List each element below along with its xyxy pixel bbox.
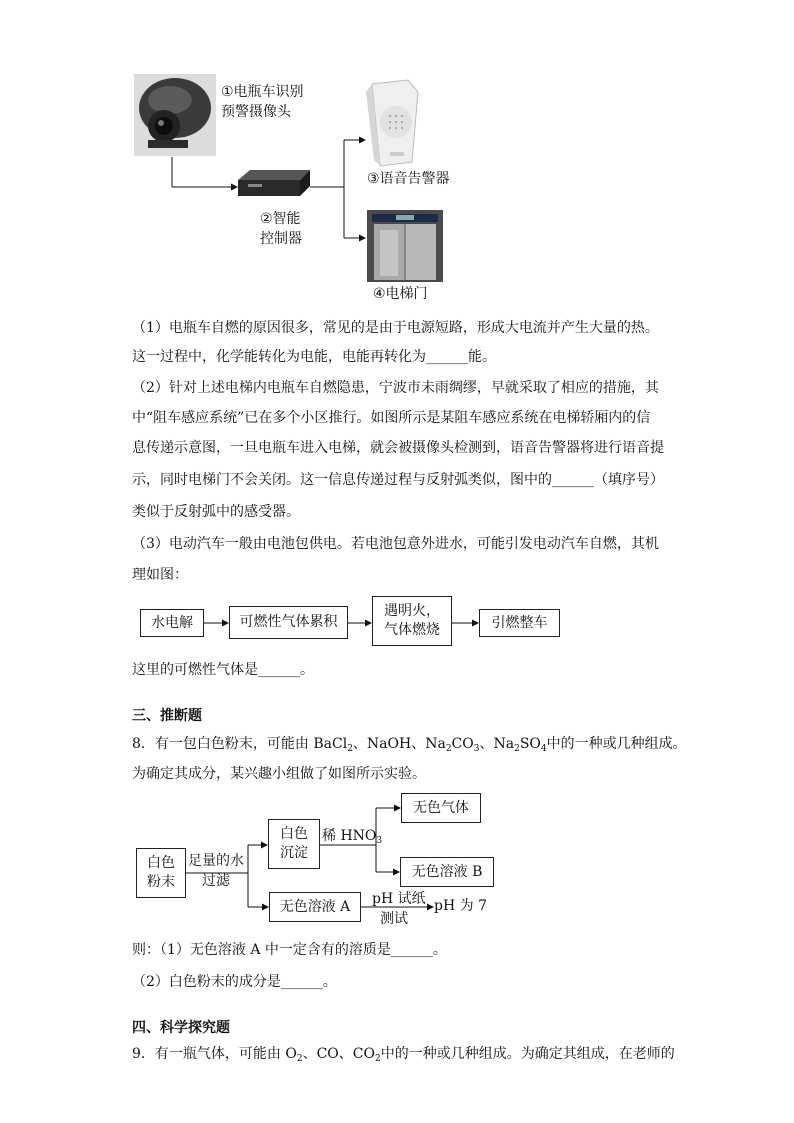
speaker-label: ③语音告警器	[367, 171, 450, 187]
sub-3: 3	[473, 744, 480, 754]
flow-text-vehicle-fire: 引燃整车	[491, 614, 548, 631]
precip-text-2: 沉淀	[280, 845, 308, 861]
q8-text-e: SO	[519, 736, 541, 752]
q7-part3-line2: 理如图：	[132, 567, 188, 583]
q8-text-f: 中的一种或几种组成。	[546, 736, 687, 752]
sub-2b: 2	[445, 744, 452, 754]
hno3-sub: 3	[376, 836, 383, 846]
sub-2: 2	[347, 744, 353, 754]
q7-part3-line1: （3）电动汽车一般由电池包供电。若电池包意外进水，可能引发电动汽车自燃，其机	[132, 536, 659, 552]
camera-label-line1: ①电瓶车识别	[221, 84, 304, 100]
q9-line1	[132, 1044, 675, 1069]
label-water: 足量的水	[188, 853, 244, 869]
sub-2c: 2	[514, 744, 520, 754]
q8-text-b: 、NaOH、Na	[352, 736, 446, 752]
sola-text: 无色溶液 A	[279, 898, 351, 915]
powder-text-1: 白色	[147, 855, 175, 871]
q8-text-c: CO	[451, 736, 474, 752]
q7-part2-line4: 示，同时电梯门不会关闭。这一信息传递过程与反射弧类似，图中的______（填序号）	[132, 472, 664, 488]
powder-text-2: 粉末	[147, 874, 175, 890]
q9-text-b: 、CO、CO	[302, 1046, 375, 1062]
q7-part2-line5: 类似于反射弧中的感受器。	[132, 504, 300, 520]
hno3-text: 稀 HNO	[322, 828, 377, 844]
q7-part2-line2: 中“阻车感应系统”已在多个小区推行。如图所示是某阻车感应系统在电梯轿厢内的信	[132, 410, 651, 426]
q8-text-d: 、Na	[479, 736, 515, 752]
flow-text-gas-accumulation: 可燃性气体累积	[239, 614, 338, 630]
camera-label-line2: 预警摄像头	[221, 104, 291, 120]
q9-text-c: 中的一种或几种组成。为确定其组成，在老师的	[380, 1046, 675, 1062]
q8-text-a: 8．有一包白色粉末，可能由 BaCl	[132, 736, 348, 752]
label-ph-result: pH 为 7	[434, 898, 487, 914]
q7-part2-line1: （2）针对上述电梯内电瓶车自燃隐患，宁波市未雨绸缪，早就采取了相应的措施，其	[132, 380, 659, 396]
q8-line2: 为确定其成分，某兴趣小组做了如图所示实验。	[132, 766, 426, 782]
solb-text: 无色溶液 B	[411, 863, 483, 880]
flow-text-electrolysis: 水电解	[151, 614, 193, 631]
q9-sub-2: 2	[296, 1054, 303, 1064]
q8-answer-1: 则：（1）无色溶液 A 中一定含有的溶质是______。	[132, 942, 447, 958]
q7-part1-line2: 这一过程中，化学能转化为电能，电能再转化为______能。	[132, 349, 496, 365]
flow-text-ignition-2: 气体燃烧	[384, 622, 440, 638]
section4-heading: 四、科学探究题	[132, 1020, 230, 1036]
sub-4: 4	[540, 744, 547, 754]
q9-sub-2b: 2	[374, 1054, 381, 1064]
elevator-label: ④电梯门	[373, 286, 428, 302]
label-filter: 过滤	[202, 873, 230, 889]
flow-text-ignition-1: 遇明火，	[384, 603, 440, 619]
gas-text: 无色气体	[413, 799, 469, 816]
controller-label-2: 控制器	[260, 231, 302, 247]
label-ph-paper: pH 试纸	[372, 891, 426, 907]
q9-text-a: 9．有一瓶气体，可能由 O	[132, 1046, 297, 1062]
q7-part3-line3: 这里的可燃性气体是______。	[132, 662, 314, 678]
q7-part2-line3: 息传递示意图，一旦电瓶车进入电梯，就会被摄像头检测到，语音告警器将进行语音提	[132, 440, 664, 456]
controller-label-1: ②智能	[260, 211, 301, 227]
label-ph-test: 测试	[380, 911, 408, 927]
q7-part1-line1: （1）电瓶车自燃的原因很多，常见的是由于电源短路，形成大电流并产生大量的热。	[132, 320, 659, 336]
precip-text-1: 白色	[280, 826, 308, 842]
section3-heading: 三、推断题	[132, 708, 202, 724]
q8-answer-2: （2）白色粉末的成分是______。	[132, 974, 337, 990]
